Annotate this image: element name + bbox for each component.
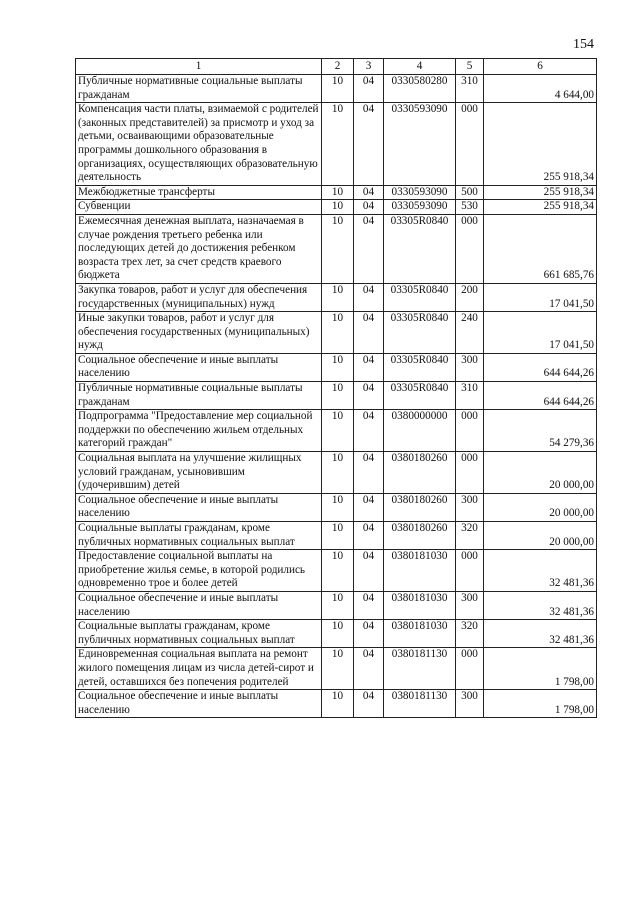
section-code-cell: 10 xyxy=(322,493,354,521)
amount-cell: 1 798,00 xyxy=(484,690,597,718)
item-name-cell: Иные закупки товаров, работ и услуг для обеспечения государственных (муниципальных) нужд xyxy=(76,312,322,354)
subsection-code-cell: 04 xyxy=(354,410,384,452)
subsection-code-cell: 04 xyxy=(354,648,384,690)
page-number: 154 xyxy=(573,37,594,52)
section-code-cell: 10 xyxy=(322,283,354,311)
subsection-code-cell: 04 xyxy=(354,591,384,619)
expense-type-code-cell: 000 xyxy=(456,550,484,592)
expense-type-code-cell: 310 xyxy=(456,75,484,103)
expense-type-code-cell: 240 xyxy=(456,312,484,354)
column-header: 5 xyxy=(456,59,484,75)
column-header: 2 xyxy=(322,59,354,75)
item-name-cell: Социальное обеспечение и иные выплаты населению xyxy=(76,493,322,521)
item-name-cell: Закупка товаров, работ и услуг для обеспечения государственных (муниципальных) нужд xyxy=(76,283,322,311)
amount-cell: 4 644,00 xyxy=(484,75,597,103)
subsection-code-cell: 04 xyxy=(354,690,384,718)
target-article-code-cell: 03305R0840 xyxy=(384,353,456,381)
target-article-code-cell: 03305R0840 xyxy=(384,382,456,410)
target-article-code-cell: 0380000000 xyxy=(384,410,456,452)
amount-cell: 17 041,50 xyxy=(484,283,597,311)
target-article-code-cell: 03305R0840 xyxy=(384,283,456,311)
item-name-cell: Социальные выплаты гражданам, кроме публичных нормативных социальных выплат xyxy=(76,620,322,648)
subsection-code-cell: 04 xyxy=(354,522,384,550)
target-article-code-cell: 0380180260 xyxy=(384,493,456,521)
amount-cell: 32 481,36 xyxy=(484,550,597,592)
item-name-cell: Социальные выплаты гражданам, кроме публичных нормативных социальных выплат xyxy=(76,522,322,550)
amount-cell: 255 918,34 xyxy=(484,103,597,186)
target-article-code-cell: 03305R0840 xyxy=(384,214,456,283)
table-row xyxy=(76,75,597,103)
target-article-code-cell: 0330593090 xyxy=(384,103,456,186)
column-header: 1 xyxy=(76,59,322,75)
table-row xyxy=(76,185,597,200)
section-code-cell: 10 xyxy=(322,75,354,103)
target-article-code-cell: 0380181030 xyxy=(384,550,456,592)
column-header: 3 xyxy=(354,59,384,75)
section-code-cell: 10 xyxy=(322,522,354,550)
amount-cell: 20 000,00 xyxy=(484,452,597,494)
target-article-code-cell: 0380181030 xyxy=(384,620,456,648)
subsection-code-cell: 04 xyxy=(354,620,384,648)
item-name-cell: Предоставление социальной выплаты на приобретение жилья семье, в которой родились одновременно трое и более детей xyxy=(76,550,322,592)
table-row xyxy=(76,214,597,283)
target-article-code-cell: 0380181130 xyxy=(384,648,456,690)
table-header-row xyxy=(76,59,597,75)
table-row xyxy=(76,283,597,311)
expense-type-code-cell: 000 xyxy=(456,452,484,494)
table-row xyxy=(76,103,597,186)
target-article-code-cell: 0380180260 xyxy=(384,522,456,550)
target-article-code-cell: 0330593090 xyxy=(384,200,456,215)
expense-type-code-cell: 300 xyxy=(456,493,484,521)
expense-type-code-cell: 500 xyxy=(456,185,484,200)
item-name-cell: Публичные нормативные социальные выплаты гражданам xyxy=(76,382,322,410)
expense-type-code-cell: 000 xyxy=(456,214,484,283)
section-code-cell: 10 xyxy=(322,648,354,690)
target-article-code-cell: 0380181030 xyxy=(384,591,456,619)
table-row xyxy=(76,452,597,494)
amount-cell: 255 918,34 xyxy=(484,200,597,215)
target-article-code-cell: 0330580280 xyxy=(384,75,456,103)
section-code-cell: 10 xyxy=(322,620,354,648)
item-name-cell: Ежемесячная денежная выплата, назначаемая в случае рождения третьего ребенка или последующих детей до достижения ребенком возраста трех лет, за счет средств краевого бюджета xyxy=(76,214,322,283)
table-row xyxy=(76,620,597,648)
subsection-code-cell: 04 xyxy=(354,75,384,103)
table-row xyxy=(76,550,597,592)
item-name-cell: Межбюджетные трансферты xyxy=(76,185,322,200)
section-code-cell: 10 xyxy=(322,185,354,200)
column-header: 4 xyxy=(384,59,456,75)
section-code-cell: 10 xyxy=(322,214,354,283)
section-code-cell: 10 xyxy=(322,103,354,186)
amount-cell: 644 644,26 xyxy=(484,353,597,381)
target-article-code-cell: 0330593090 xyxy=(384,185,456,200)
subsection-code-cell: 04 xyxy=(354,493,384,521)
table-row xyxy=(76,690,597,718)
table-row xyxy=(76,410,597,452)
section-code-cell: 10 xyxy=(322,452,354,494)
subsection-code-cell: 04 xyxy=(354,103,384,186)
expense-type-code-cell: 000 xyxy=(456,410,484,452)
target-article-code-cell: 0380181130 xyxy=(384,690,456,718)
subsection-code-cell: 04 xyxy=(354,283,384,311)
item-name-cell: Компенсация части платы, взимаемой с родителей (законных представителей) за присмотр и уход за детьми, осваивающими образовательные программы дошкольного образования в организациях, осуществляющих образовательную деятельность xyxy=(76,103,322,186)
section-code-cell: 10 xyxy=(322,200,354,215)
section-code-cell: 10 xyxy=(322,410,354,452)
target-article-code-cell: 03305R0840 xyxy=(384,312,456,354)
item-name-cell: Подпрограмма "Предоставление мер социальной поддержки по обеспечению жильем отдельных категорий граждан" xyxy=(76,410,322,452)
section-code-cell: 10 xyxy=(322,382,354,410)
item-name-cell: Субвенции xyxy=(76,200,322,215)
subsection-code-cell: 04 xyxy=(354,214,384,283)
expense-type-code-cell: 320 xyxy=(456,620,484,648)
section-code-cell: 10 xyxy=(322,353,354,381)
amount-cell: 54 279,36 xyxy=(484,410,597,452)
amount-cell: 17 041,50 xyxy=(484,312,597,354)
amount-cell: 32 481,36 xyxy=(484,620,597,648)
item-name-cell: Социальное обеспечение и иные выплаты населению xyxy=(76,353,322,381)
amount-cell: 1 798,00 xyxy=(484,648,597,690)
expense-type-code-cell: 300 xyxy=(456,353,484,381)
table-row xyxy=(76,353,597,381)
expense-type-code-cell: 000 xyxy=(456,103,484,186)
table-row xyxy=(76,648,597,690)
subsection-code-cell: 04 xyxy=(354,382,384,410)
expense-type-code-cell: 530 xyxy=(456,200,484,215)
subsection-code-cell: 04 xyxy=(354,185,384,200)
table-row xyxy=(76,382,597,410)
expense-type-code-cell: 320 xyxy=(456,522,484,550)
item-name-cell: Единовременная социальная выплата на ремонт жилого помещения лицам из числа детей-сирот и детей, оставшихся без попечения родителей xyxy=(76,648,322,690)
amount-cell: 32 481,36 xyxy=(484,591,597,619)
expense-type-code-cell: 300 xyxy=(456,591,484,619)
section-code-cell: 10 xyxy=(322,550,354,592)
table-row xyxy=(76,200,597,215)
column-header: 6 xyxy=(484,59,597,75)
subsection-code-cell: 04 xyxy=(354,353,384,381)
budget-table xyxy=(75,58,597,718)
table-row xyxy=(76,591,597,619)
table-row xyxy=(76,493,597,521)
item-name-cell: Социальное обеспечение и иные выплаты населению xyxy=(76,591,322,619)
amount-cell: 20 000,00 xyxy=(484,522,597,550)
expense-type-code-cell: 000 xyxy=(456,648,484,690)
item-name-cell: Социальное обеспечение и иные выплаты населению xyxy=(76,690,322,718)
amount-cell: 255 918,34 xyxy=(484,185,597,200)
amount-cell: 644 644,26 xyxy=(484,382,597,410)
item-name-cell: Социальная выплата на улучшение жилищных условий гражданам, усыновившим (удочерившим) детей xyxy=(76,452,322,494)
table-row xyxy=(76,522,597,550)
expense-type-code-cell: 300 xyxy=(456,690,484,718)
target-article-code-cell: 0380180260 xyxy=(384,452,456,494)
subsection-code-cell: 04 xyxy=(354,550,384,592)
amount-cell: 661 685,76 xyxy=(484,214,597,283)
section-code-cell: 10 xyxy=(322,591,354,619)
item-name-cell: Публичные нормативные социальные выплаты гражданам xyxy=(76,75,322,103)
subsection-code-cell: 04 xyxy=(354,452,384,494)
expense-type-code-cell: 200 xyxy=(456,283,484,311)
subsection-code-cell: 04 xyxy=(354,200,384,215)
table-row xyxy=(76,312,597,354)
section-code-cell: 10 xyxy=(322,690,354,718)
subsection-code-cell: 04 xyxy=(354,312,384,354)
expense-type-code-cell: 310 xyxy=(456,382,484,410)
section-code-cell: 10 xyxy=(322,312,354,354)
amount-cell: 20 000,00 xyxy=(484,493,597,521)
